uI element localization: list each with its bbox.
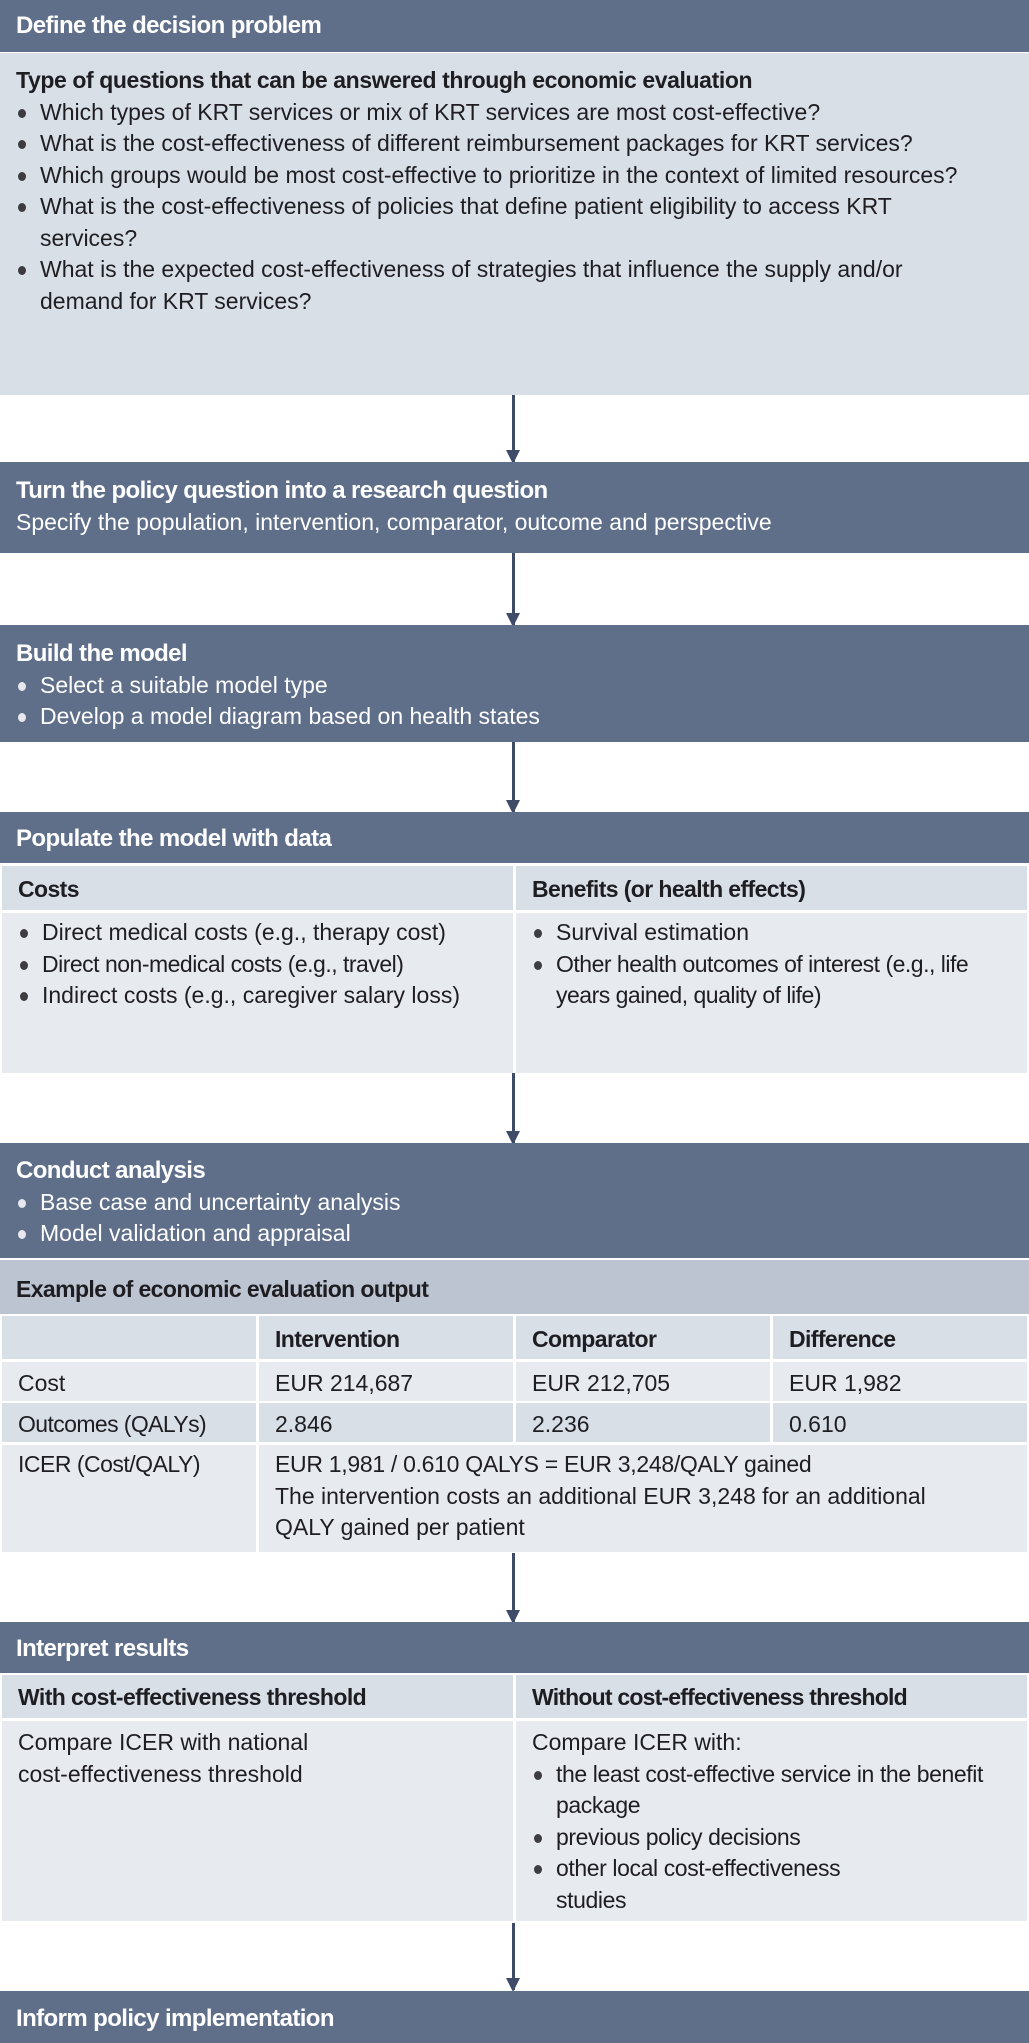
step-title: Interpret results	[16, 1635, 189, 1662]
flow-arrow	[512, 1923, 515, 1990]
table-row-label-cost: Cost	[2, 1362, 256, 1401]
flow-arrow	[512, 395, 515, 462]
step-research-question	[0, 462, 1029, 553]
question-types-panel	[0, 53, 1029, 395]
list-item: the least cost-effective service in the benefit package	[532, 1759, 1019, 1822]
step-title: Build the model	[16, 640, 188, 667]
step-inform-policy-header	[0, 1991, 1029, 2043]
panel-subtitle: Type of questions that can be answered through economic evaluation	[16, 67, 753, 93]
list-item: Base case and uncertainty analysis	[16, 1187, 1013, 1219]
step-build-model	[0, 625, 1029, 742]
list-item: Indirect costs (e.g., caregiver salary loss)	[18, 980, 509, 1012]
step-title: Inform policy implementation	[16, 2005, 334, 2032]
costs-header: Costs	[2, 866, 513, 910]
table-cell: EUR 1,982	[773, 1362, 1027, 1401]
table-header-intervention: Intervention	[259, 1316, 513, 1359]
without-threshold-intro: Compare ICER with:	[532, 1729, 742, 1755]
step-title: Define the decision problem	[16, 12, 322, 39]
list-item: other local cost-effectiveness studies	[532, 1853, 1019, 1916]
table-header-comparator: Comparator	[516, 1316, 770, 1359]
list-item: What is the cost-effectiveness of different reimbursement packages for KRT services?	[16, 128, 976, 160]
list-item: Other health outcomes of interest (e.g., life years gained, quality of life)	[532, 949, 1023, 1012]
table-cell: EUR 214,687	[259, 1362, 513, 1401]
step-title: Conduct analysis	[16, 1157, 206, 1184]
list-item: previous policy decisions	[532, 1822, 1019, 1854]
list-item: Develop a model diagram based on health states	[16, 701, 1013, 733]
list-item: Which groups would be most cost-effective to prioritize in the context of limited resources?	[16, 160, 976, 192]
icer-value-cell	[259, 1445, 1027, 1552]
step-title: Populate the model with data	[16, 825, 332, 852]
flow-arrow	[512, 1073, 515, 1143]
table-row-label-icer: ICER (Cost/QALY)	[2, 1445, 256, 1552]
step-conduct-analysis	[0, 1143, 1029, 1258]
build-list	[16, 670, 1013, 733]
table-row-label-outcomes: Outcomes (QALYs)	[2, 1403, 256, 1442]
step-title: Turn the policy question into a research question	[16, 477, 548, 504]
without-threshold-header: Without cost-effectiveness threshold	[516, 1675, 1027, 1718]
table-header-difference: Difference	[773, 1316, 1027, 1359]
without-threshold-panel	[516, 1721, 1027, 1921]
question-list	[16, 97, 976, 318]
costs-panel	[2, 913, 513, 1073]
step-populate-model-header	[0, 812, 1029, 863]
step-define-decision-problem-header	[0, 0, 1029, 52]
table-header-empty	[2, 1316, 256, 1359]
list-item: What is the cost-effectiveness of policies that define patient eligibility to access KRT services?	[16, 191, 976, 254]
list-item: Which types of KRT services or mix of KRT services are most cost-effective?	[16, 97, 976, 129]
icer-formula: EUR 1,981 / 0.610 QALYS = EUR 3,248/QALY gained	[275, 1451, 812, 1477]
list-item: Direct non-medical costs (e.g., travel)	[18, 949, 509, 981]
list-item: Survival estimation	[532, 917, 1023, 949]
list-item: Model validation and appraisal	[16, 1218, 1013, 1250]
flow-arrow	[512, 553, 515, 625]
benefits-panel	[516, 913, 1027, 1073]
flow-arrow	[512, 1553, 515, 1622]
with-threshold-header: With cost-effectiveness threshold	[2, 1675, 513, 1718]
with-threshold-text: Compare ICER with national cost-effectiveness threshold	[2, 1721, 513, 1921]
table-cell: 2.846	[259, 1403, 513, 1442]
step-interpret-results-header	[0, 1622, 1029, 1673]
table-cell: 0.610	[773, 1403, 1027, 1442]
list-item: Direct medical costs (e.g., therapy cost)	[18, 917, 509, 949]
table-cell: EUR 212,705	[516, 1362, 770, 1401]
list-item: Select a suitable model type	[16, 670, 1013, 702]
benefits-header: Benefits (or health effects)	[516, 866, 1027, 910]
example-output-title: Example of economic evaluation output	[0, 1260, 1029, 1314]
list-item: What is the expected cost-effectiveness of strategies that influence the supply and/or demand for KRT services?	[16, 254, 976, 317]
table-cell: 2.236	[516, 1403, 770, 1442]
icer-explanation: The intervention costs an additional EUR 3,248 for an additional QALY gained per patient	[275, 1482, 926, 1540]
step-text: Specify the population, intervention, comparator, outcome and perspective	[16, 508, 772, 535]
flow-arrow	[512, 742, 515, 812]
